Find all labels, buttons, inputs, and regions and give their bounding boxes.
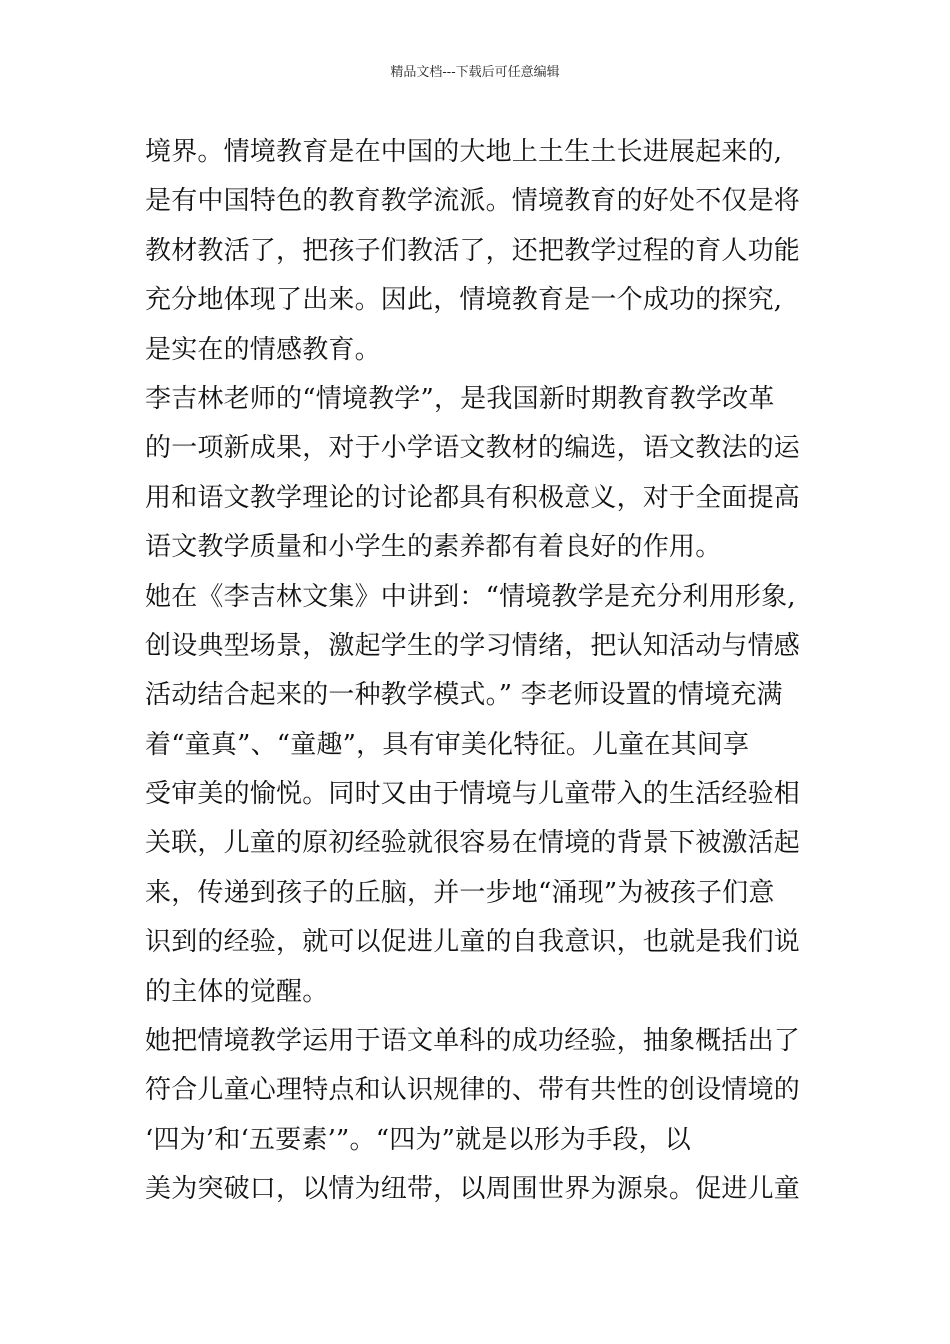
text-line: ‘四为’和‘五要素’”。“四为”就是以形为手段，以 — [145, 1124, 691, 1155]
text-line: 她在《李吉林文集》中讲到：“情境教学是充分利用形象, — [145, 581, 796, 612]
text-line: 活动结合起来的一种教学模式。” 李老师设置的情境充满 — [145, 680, 783, 711]
page-header: 精品文档---下载后可任意编辑 — [390, 65, 560, 80]
text-line: 用和语文教学理论的讨论都具有积极意义，对于全面提高 — [145, 482, 801, 513]
text-line: 李吉林老师的“情境教学”，是我国新时期教育教学改革 — [145, 383, 775, 414]
text-line: 是实在的情感教育。 — [145, 334, 381, 365]
text-line: 来，传递到孩子的丘脑，并一步地“涌现”为被孩子们意 — [145, 877, 775, 908]
text-line: 语文教学质量和小学生的素养都有着良好的作用。 — [145, 532, 722, 563]
text-line: 教材教活了，把孩子们教活了，还把教学过程的育人功能 — [145, 235, 801, 266]
text-line: 创设典型场景，激起学生的学习情绪，把认知活动与情感 — [145, 630, 801, 661]
text-line: 符合儿童心理特点和认识规律的、带有共性的创设情境的 — [145, 1075, 801, 1106]
text-line: 着“童真”、“童趣”，具有审美化特征。儿童在其间享 — [145, 729, 750, 760]
text-line: 的主体的觉醒。 — [145, 976, 329, 1007]
text-line: 的一项新成果，对于小学语文教材的编选，语文教法的运 — [145, 433, 801, 464]
text-line: 充分地体现了出来。因此，情境教育是一个成功的探究, — [145, 285, 783, 316]
text-line: 识到的经验，就可以促进儿童的自我意识，也就是我们说 — [145, 927, 801, 958]
text-line: 境界。情境教育是在中国的大地上土生土长进展起来的, — [145, 137, 783, 167]
text-line: 关联，儿童的原初经验就很容易在情境的背景下被激活起 — [145, 828, 801, 859]
document-body — [145, 128, 805, 1215]
text-line: 受审美的愉悦。同时又由于情境与儿童带入的生活经验相 — [145, 779, 801, 810]
text-line: 美为突破口，以情为纽带，以周围世界为源泉。促进儿童 — [145, 1174, 801, 1205]
text-line: 她把情境教学运用于语文单科的成功经验，抽象概括出了 — [145, 1026, 801, 1057]
text-line: 是有中国特色的教育教学流派。情境教育的好处不仅是将 — [145, 186, 801, 217]
